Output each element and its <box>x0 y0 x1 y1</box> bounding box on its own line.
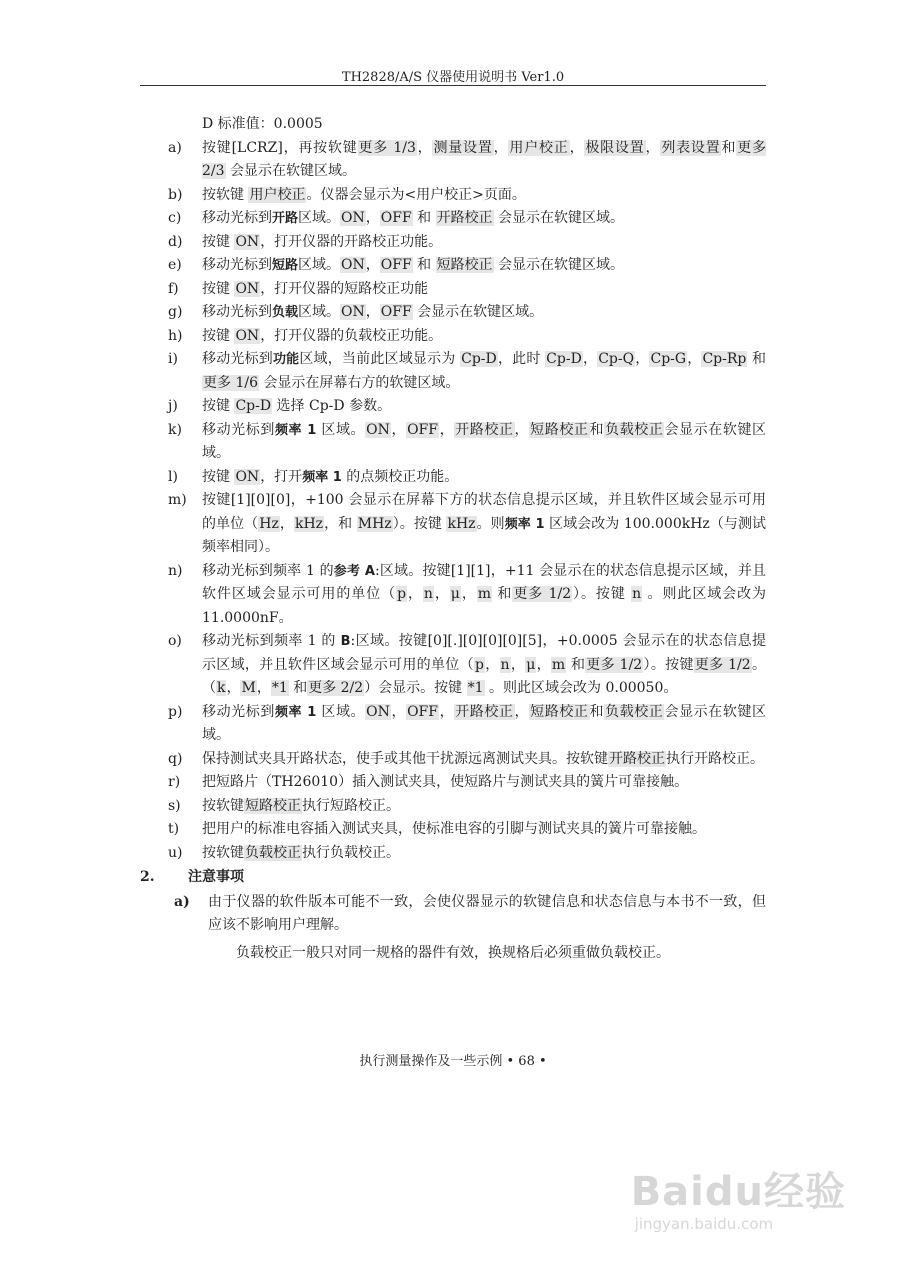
field-name: 负载 <box>272 305 299 320</box>
list-item-text <box>202 301 766 325</box>
text-run: 保持测试夹具开路状态，使手或其他干扰源远离测试夹具。按软键 <box>202 750 608 767</box>
softkey-label: 短路校正 <box>245 797 301 814</box>
text-run: 。仪器会显示为<用户校正>页面。 <box>306 186 526 203</box>
field-name: 功能 <box>272 352 300 367</box>
text-run: 按键 <box>202 468 235 485</box>
text-run: 。则此区域会改为 0.00050。 <box>484 680 678 696</box>
softkey-label: 测量设置 <box>433 139 493 156</box>
list-item <box>140 325 766 349</box>
text-run: ）会显示。按键 <box>364 680 467 696</box>
text-run: 按键 <box>202 398 235 414</box>
softkey-label: 更多 2/2 <box>308 680 364 696</box>
text-run: 和 <box>589 421 605 438</box>
list-item-label: o) <box>168 633 182 649</box>
list-item-text <box>202 842 766 866</box>
list-item-label: h) <box>168 327 183 344</box>
section-title: 注意事项 <box>188 869 244 885</box>
text-run: 执行短路校正。 <box>302 797 400 814</box>
softkey-label: 负载校正 <box>605 421 664 438</box>
text-run: 按软键 <box>202 844 244 861</box>
text-run: ， <box>407 586 423 602</box>
list-item-text <box>202 325 766 349</box>
softkey-label: n <box>632 586 642 602</box>
text-run: 按软键 <box>202 797 244 814</box>
list-item-text <box>202 278 766 302</box>
field-name: 频率 1 <box>274 422 317 438</box>
softkey-label: kHz <box>294 515 324 532</box>
softkey-label: ON <box>366 703 390 720</box>
softkey-label: MHz <box>357 515 392 532</box>
text-run: 和 <box>412 257 436 273</box>
text-run: ， <box>416 139 433 156</box>
text-run: 按软键 <box>202 186 249 203</box>
softkey-label: 更多 1/3 <box>358 139 416 156</box>
softkey-label: Cp-D <box>461 351 497 367</box>
softkey-label: m <box>477 586 492 602</box>
text-run: ，打开 <box>260 468 303 485</box>
softkey-label: 更多 1/2 <box>513 586 572 602</box>
list-item-label: u) <box>168 844 183 861</box>
text-run: 移动光标到 <box>202 703 275 720</box>
list-item <box>140 348 766 395</box>
text-run: 按键 <box>202 327 235 344</box>
list-item-label: d) <box>168 233 183 250</box>
text-run: 。则此区域会改为 11.0000nF。 <box>202 586 767 626</box>
page-content <box>140 113 766 965</box>
text-run: 。（ <box>202 656 766 696</box>
list-item <box>140 301 766 325</box>
list-item-label: f) <box>168 280 179 297</box>
softkey-label: Cp-D <box>235 398 272 414</box>
softkey-label: k <box>217 680 226 696</box>
softkey-label: OFF <box>407 703 438 720</box>
text-run: ， <box>390 421 407 438</box>
list-item-text <box>202 419 766 466</box>
list-item-text <box>202 630 766 701</box>
softkey-label: 更多 2/3 <box>202 139 767 179</box>
text-run: ， <box>687 351 702 367</box>
text-run: ， <box>493 139 509 156</box>
text-run: 区域。 <box>316 421 366 438</box>
softkey-label: ON <box>341 257 365 273</box>
list-item <box>140 842 766 866</box>
text-run: 按键[1][0][0]，+100 会显示在屏幕下方的状态信息提示区域，并且软件区域会显示可用的单位（ <box>202 492 766 532</box>
softkey-label: Cp-Rp <box>702 351 747 367</box>
list-item-label: e) <box>168 257 182 273</box>
text-run: ， <box>569 139 585 156</box>
softkey-label: Hz <box>259 515 279 532</box>
field-name: 短路 <box>272 258 299 273</box>
softkey-label: Cp-G <box>650 351 687 367</box>
list-item-text <box>202 137 766 184</box>
softkey-label: ON <box>235 233 260 250</box>
list-item-label: g) <box>168 304 183 320</box>
field-name: 开路 <box>272 211 299 226</box>
text-run: 移动光标到频率 1 的 <box>202 562 334 579</box>
text-run: 移动光标到 <box>202 210 272 226</box>
text-run: 会显示在软键区域。 <box>493 257 625 273</box>
text-run: ， <box>514 421 530 438</box>
softkey-label: OFF <box>380 304 412 320</box>
softkey-label: Cp-D <box>546 351 582 367</box>
text-run: 执行开路校正。 <box>666 750 764 767</box>
text-run: 会显示在软键区域。 <box>412 304 544 320</box>
list-item <box>140 137 766 184</box>
softkey-label: 负载校正 <box>245 844 301 861</box>
text-run: 移动光标到 <box>202 257 272 273</box>
softkey-label: 列表设置 <box>661 139 721 156</box>
text-run: ）。按键 <box>392 515 447 532</box>
list-item-text <box>202 560 766 631</box>
list-item-label: t) <box>168 821 180 837</box>
baidu-watermark <box>631 1160 846 1233</box>
softkey-label: 更多 1/2 <box>694 656 751 673</box>
list-item-label: k) <box>168 421 182 438</box>
softkey-label: ON <box>341 304 365 320</box>
softkey-label: OFF <box>407 421 438 438</box>
softkey-label: 开路校正 <box>455 421 514 438</box>
text-run: 区域会改为 100.000kHz（与测试频率相同）。 <box>202 515 767 555</box>
text-run: 会显示在软键区域。 <box>225 163 356 179</box>
list-item <box>140 748 766 772</box>
field-name: 频率 1 <box>274 704 317 720</box>
list-item-text <box>202 748 766 772</box>
list-item-text <box>202 795 766 819</box>
list-item <box>140 184 766 208</box>
list-item-text <box>202 489 766 560</box>
softkey-label: ON <box>235 280 260 297</box>
text-run: ， <box>433 586 450 602</box>
list-item-text <box>202 207 766 231</box>
load-correction-note: 负载校正一般只对同一规格的器件有效，换规格后必须重做负载校正。 <box>236 944 670 961</box>
text-run: ， <box>438 703 455 720</box>
text-run: ， <box>536 656 551 673</box>
list-item-text <box>202 818 766 842</box>
text-run: 会显示在软键区域。 <box>202 421 767 461</box>
notes-item <box>140 891 766 938</box>
list-item <box>140 231 766 255</box>
list-item-label: j) <box>168 398 178 414</box>
text-run: 把用户的标准电容插入测试夹具，使标准电容的引脚与测试夹具的簧片可靠接触。 <box>202 821 706 837</box>
softkey-label: OFF <box>380 210 412 226</box>
softkey-label: Cp-Q <box>598 351 635 367</box>
list-item <box>140 630 766 701</box>
text-run: ， <box>438 421 455 438</box>
text-run: ， <box>460 586 477 602</box>
softkey-label: *1 <box>467 680 484 696</box>
standard-value-line: D 标准值：0.0005 <box>202 116 323 132</box>
text-run: :区域。按键[0][.][0][0][0][5]，+0.0005 会显示在的状态信息提示区域，并且软件区域会显示可用的单位（ <box>202 633 766 673</box>
list-item-label: m) <box>168 492 187 508</box>
softkey-label: n <box>500 656 510 673</box>
softkey-label: 用户校正 <box>249 186 306 203</box>
softkey-label: 用户校正 <box>509 139 569 156</box>
softkey-label: μ <box>526 656 536 673</box>
notes-item-label: a) <box>174 893 190 910</box>
text-run: ，打开仪器的开路校正功能。 <box>260 233 443 250</box>
list-item <box>140 771 766 795</box>
softkey-label: 短路校正 <box>530 421 589 438</box>
softkey-label: OFF <box>380 257 412 273</box>
text-run: ， <box>390 703 407 720</box>
text-run: 和 <box>747 351 767 367</box>
text-run: ， <box>365 304 380 320</box>
softkey-label: 极限设置 <box>585 139 645 156</box>
text-run: 和 <box>721 139 737 156</box>
field-name: 参考 A <box>333 563 375 579</box>
softkey-label: p <box>397 586 407 602</box>
list-item-text <box>202 701 766 748</box>
list-item-label: s) <box>168 797 181 814</box>
list-item-text <box>202 184 766 208</box>
text-run: 区域，当前此区域显示为 <box>299 351 461 367</box>
list-item <box>140 560 766 631</box>
text-run: ， <box>365 210 380 226</box>
list-item-text <box>202 466 766 490</box>
text-run: 执行负载校正。 <box>302 844 400 861</box>
field-name: 频率 1 <box>302 469 342 485</box>
list-item-text <box>202 348 766 395</box>
text-run: 移动光标到 <box>202 351 273 367</box>
list-item <box>140 254 766 278</box>
watermark-logo: Baidu经验 <box>630 1169 846 1215</box>
text-run: 把短路片（TH26010）插入测试夹具，使短路片与测试夹具的簧片可靠接触。 <box>202 774 689 790</box>
text-run: ， <box>582 351 598 367</box>
text-run: 移动光标到 <box>202 421 275 438</box>
text-run: 移动光标到 <box>202 304 272 320</box>
list-item <box>140 466 766 490</box>
text-run: 的点频校正功能。 <box>341 468 459 485</box>
text-run: ，和 <box>324 515 357 532</box>
text-run: ，打开仪器的负载校正功能。 <box>260 327 443 344</box>
section-notes <box>140 866 766 890</box>
softkey-label: p <box>474 656 484 673</box>
text-run: ， <box>635 351 650 367</box>
list-item-label: n) <box>168 562 183 579</box>
text-run: ， <box>279 515 294 532</box>
notes-item-text: 由于仪器的软件版本可能不一致，会使仪器显示的软键信息和状态信息与本书不一致，但应该不影响用户理解。 <box>208 893 766 933</box>
list-item <box>140 278 766 302</box>
list-item <box>140 818 766 842</box>
text-run: ， <box>226 680 241 696</box>
softkey-label: M <box>241 680 256 696</box>
text-run: ， <box>510 656 526 673</box>
softkey-label: m <box>551 656 566 673</box>
list-item-label: r) <box>168 774 181 790</box>
text-run: 和 <box>589 703 605 720</box>
list-item <box>140 395 766 419</box>
text-run: ， <box>256 680 271 696</box>
text-run: 会显示在软键区域。 <box>493 210 625 226</box>
list-item-label: a) <box>168 139 182 156</box>
field-name: B <box>340 634 351 649</box>
text-run: ， <box>514 703 530 720</box>
list-item <box>140 489 766 560</box>
text-run: 和 <box>566 656 586 673</box>
list-item-text <box>202 231 766 255</box>
text-run: ，打开仪器的短路校正功能 <box>260 280 429 297</box>
softkey-label: 短路校正 <box>530 703 589 720</box>
watermark-url: jingyan.baidu.com <box>634 1215 774 1233</box>
list-item <box>140 795 766 819</box>
text-run: ， <box>645 139 661 156</box>
text-run: 。则 <box>476 515 505 532</box>
softkey-label: 开路校正 <box>436 210 493 226</box>
list-item-label: q) <box>168 750 183 767</box>
text-run: ， <box>365 257 380 273</box>
softkey-label: μ <box>450 586 460 602</box>
softkey-label: 开路校正 <box>455 703 514 720</box>
field-name: 频率 1 <box>504 516 545 532</box>
text-run: ，此时 <box>497 351 546 367</box>
softkey-label: 更多 1/6 <box>203 374 258 391</box>
text-run: 区域。 <box>298 257 341 273</box>
softkey-label: 负载校正 <box>605 703 664 720</box>
softkey-label: 短路校正 <box>436 257 493 273</box>
list-item-label: p) <box>168 703 183 720</box>
list-item <box>140 419 766 466</box>
text-run: ， <box>484 656 500 673</box>
softkey-label: *1 <box>271 680 288 696</box>
page-footer: 执行测量操作及一些示例 • 68 • <box>359 1054 547 1069</box>
softkey-label: 更多 1/2 <box>586 656 643 673</box>
text-run: 会显示在软键区域。 <box>202 703 767 743</box>
text-run: 按键 <box>202 233 235 250</box>
text-run: 区域。 <box>298 210 341 226</box>
softkey-label: ON <box>341 210 365 226</box>
list-item-label: l) <box>168 468 178 485</box>
softkey-label: 开路校正 <box>609 750 665 767</box>
list-item-label: b) <box>168 186 183 203</box>
text-run: 和 <box>288 680 308 696</box>
list-item <box>140 701 766 748</box>
softkey-label: ON <box>235 468 260 485</box>
list-item-label: i) <box>168 351 178 367</box>
text-run: 区域。 <box>316 703 366 720</box>
text-run: ）。按键 <box>572 586 632 602</box>
text-run: 区域。 <box>298 304 341 320</box>
step-list <box>140 137 766 866</box>
list-item-label: c) <box>168 210 182 226</box>
softkey-label: ON <box>366 421 390 438</box>
list-item-text <box>202 254 766 278</box>
text-run: 按键 <box>202 280 235 297</box>
text-run: 会显示在屏幕右方的软键区域。 <box>258 374 460 391</box>
text-run: 和 <box>492 586 513 602</box>
list-item-text <box>202 771 766 795</box>
softkey-label: ON <box>235 327 260 344</box>
page-header: TH2828/A/S 仪器使用说明书 Ver1.0 <box>341 70 565 85</box>
text-run: :区域。按键[1][1]，+11 会显示在的状态信息提示区域，并且软件区域会显示可用的单位（ <box>202 562 767 602</box>
text-run: 按键[LCRZ]，再按软键 <box>202 139 358 156</box>
text-run: 选择 Cp-D 参数。 <box>272 398 392 414</box>
text-run: 移动光标到频率 1 的 <box>202 633 341 649</box>
softkey-label: kHz <box>447 515 476 532</box>
section-number: 2. <box>140 869 155 885</box>
list-item-text <box>202 395 766 419</box>
list-item <box>140 207 766 231</box>
text-run: 和 <box>412 210 436 226</box>
text-run: ）。按键 <box>643 656 694 673</box>
softkey-label: n <box>423 586 433 602</box>
header-divider <box>140 85 766 86</box>
